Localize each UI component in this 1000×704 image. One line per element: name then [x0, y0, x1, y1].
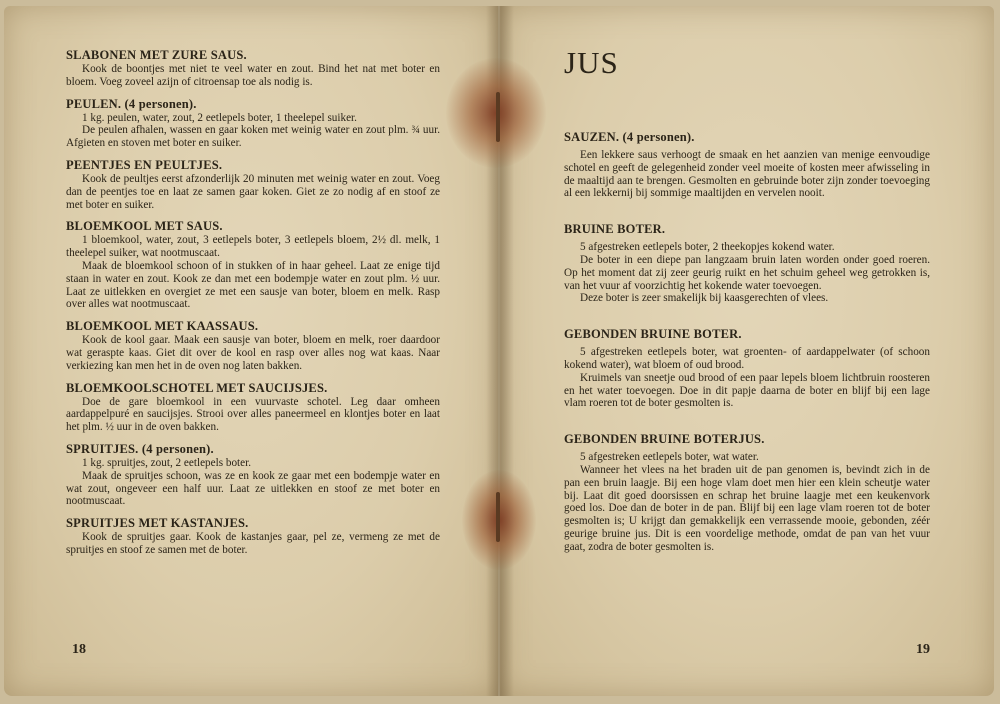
recipe-ingredients: 1 kg. spruitjes, zout, 2 eetlepels boter.: [82, 456, 252, 469]
recipe-slabonen: [66, 48, 440, 89]
left-column: [66, 48, 440, 565]
recipe-text: Doe de gare bloemkool in een vuurvaste schotel. Leg daar omheen aardappelpuré en saucijsjes. Strooi over alles paneermeel en klontjes boter en laat het plm. ½ uur in de oven bakken.: [66, 395, 440, 434]
recipe-text: Kruimels van sneetje oud brood of een paar lepels bloem lichtbruin roosteren en het water toevoegen. Doe in dit papje daarna de boter en blijf bij een lage vlam roeren tot de boter gesmolten is.: [564, 371, 930, 410]
recipe-text: Maak de spruitjes schoon, was ze en kook ze gaar met een bodempje water en wat zout, ongeveer een half uur. Laat ze uitlekken en stoof ze met boter en nootmuscaat.: [66, 469, 440, 508]
recipe-title: GEBONDEN BRUINE BOTER.: [564, 327, 742, 342]
recipe-gebonden-boterjus: [564, 432, 930, 553]
staple-bottom: [496, 492, 500, 542]
recipe-ingredients: 5 afgestreken eetlepels boter, wat water.: [580, 451, 759, 464]
recipe-title: PEENTJES EN PEULTJES.: [66, 157, 223, 172]
recipe-title: SPRUITJES MET KASTANJES.: [66, 516, 249, 531]
right-column: [564, 46, 930, 576]
recipe-ingredients: 5 afgestreken eetlepels boter, wat groenten- of aardappelwater (of schoon kokend water), wat bloem of oud brood.: [564, 346, 930, 371]
recipe-title: SLABONEN MET ZURE SAUS.: [66, 48, 247, 62]
recipe-bloemkoolschotel: [66, 381, 440, 434]
recipe-title: BLOEMKOOLSCHOTEL MET SAUCIJSJES.: [66, 380, 328, 395]
recipe-text: Wanneer het vlees na het braden uit de pan genomen is, bevindt zich in de pan een bruin laagje. Bij een hoge vlam doet men hier een klein scheutje water bij. Laat dit goed doorsissen en schrap het bruine laagje met een keukenvork goed los. Doe dan de boter in de pan. Blijf bij een lage vlam roeren tot de boter gesmolten is; U krijgt dan gemakkelijk een verrassende mooie, gebonden, zéér geurige bruine jus. Dit is een voordelige methode, omdat de pan van het vuur gaat, zodra de boter gesmolten is.: [564, 463, 930, 553]
chapter-title: JUS: [564, 45, 619, 80]
recipe-text: Deze boter is zeer smakelijk bij kaasgerechten of vlees.: [580, 292, 829, 305]
right-page: [500, 6, 994, 696]
recipe-text: Kook de kool gaar. Maak een sausje van boter, bloem en melk, roer daardoor wat geraspte kaas. Giet dit over de kool en rasp over alles nog wat kaas. Naar verkiezing kan men het in de oven nog laten bakken.: [66, 334, 440, 372]
recipe-gebonden-bruine-boter: [564, 327, 930, 410]
recipe-text: De peulen afhalen, wassen en gaar koken met weinig water en zout plm. ¾ uur. Afgieten en stoven met boter en suiker.: [66, 124, 440, 150]
recipe-ingredients: 5 afgestreken eetlepels boter, 2 theekopjes kokend water.: [580, 241, 835, 254]
recipe-text: Kook de boontjes met niet te veel water en zout. Bind het nat met boter en bloem. Voeg zoveel azijn of citroensap toe als nodig is.: [66, 63, 440, 88]
page-number-right: 19: [916, 642, 930, 657]
recipe-bloemkool-kaassaus: [66, 319, 440, 372]
recipe-text: De boter in een diepe pan langzaam bruin laten worden onder goed roeren. Op het moment dat zij zeer geurig ruikt en het schuim geheel weg getrokken is, van het vuur af voorzichtig het kokende water toevoegen.: [564, 253, 930, 292]
recipe-sauzen: [564, 130, 930, 200]
recipe-peentjes: [66, 158, 440, 211]
recipe-title: SPRUITJES. (4 personen).: [66, 441, 214, 456]
recipe-title: BLOEMKOOL MET KAASSAUS.: [66, 319, 259, 334]
recipe-title: SAUZEN. (4 personen).: [564, 130, 695, 144]
recipe-spruitjes-kastanjes: [66, 516, 440, 557]
left-page: [4, 6, 498, 696]
recipe-peulen: [66, 97, 440, 150]
recipe-title: PEULEN. (4 personen).: [66, 96, 197, 111]
recipe-bloemkool-saus: [66, 219, 440, 311]
recipe-text: Kook de spruitjes gaar. Kook de kastanjes gaar, pel ze, vermeng ze met de spruitjes en stoof ze samen met de boter.: [66, 531, 440, 556]
recipe-bruine-boter: [564, 222, 930, 305]
recipe-title: BRUINE BOTER.: [564, 222, 666, 237]
recipe-title: BLOEMKOOL MET SAUS.: [66, 219, 223, 234]
staple-top: [496, 92, 500, 142]
page-number-left: 18: [72, 642, 86, 657]
recipe-title: GEBONDEN BRUINE BOTERJUS.: [564, 432, 765, 447]
recipe-text: Een lekkere saus verhoogt de smaak en het aanzien van menige eenvoudige schotel en geeft de gelegenheid zonder veel moeite of kosten meer afwisseling in de maaltijd aan te brengen. Gesmolten en gebruinde boter zijn zonder toevoeging al een lekkernij bij sommige maaltijden en vervelen nooit.: [564, 149, 930, 200]
recipe-spruitjes: [66, 442, 440, 508]
recipe-ingredients: 1 bloemkool, water, zout, 3 eetlepels boter, 3 eetlepels bloem, 2½ dl. melk, 1 theelepel suiker, wat nootmuscaat.: [66, 234, 440, 260]
recipe-text: Maak de bloemkool schoon of in stukken of in haar geheel. Laat ze enige tijd staan in water en zout. Kook ze dan met een bodempje water en zout plm. ½ uur. Laat ze uitlekken en overgiet ze met een sausje van boter, bloem en melk. Rasp over alles wat nootmuscaat.: [66, 259, 440, 311]
recipe-text: Kook de peultjes eerst afzonderlijk 20 minuten met weinig water en zout. Voeg dan de peentjes toe en laat ze samen gaar koken. Giet ze zo nodig af en stoof ze met boter en suiker.: [66, 172, 440, 211]
recipe-ingredients: 1 kg. peulen, water, zout, 2 eetlepels boter, 1 theelepel suiker.: [82, 111, 357, 124]
